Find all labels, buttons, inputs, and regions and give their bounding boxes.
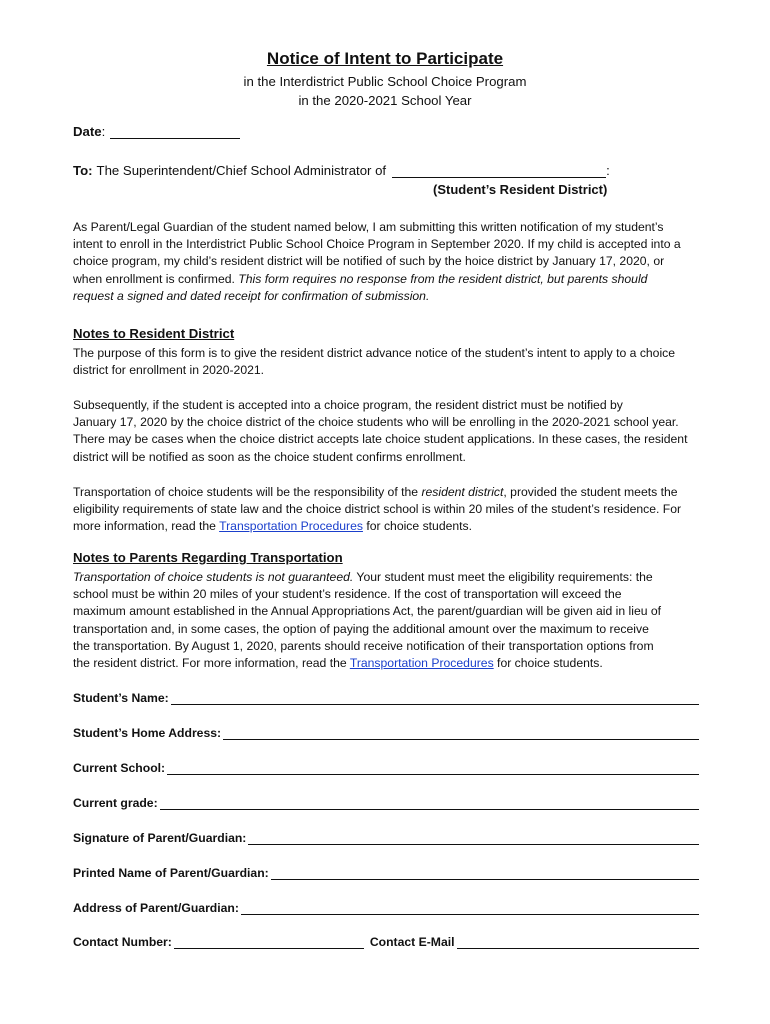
- current-school-row: [73, 757, 699, 775]
- intro-line4-italic: This form requires no response from the resident district, but parents should: [238, 271, 648, 286]
- date-row: [73, 124, 240, 139]
- resident-notes-para3: [73, 484, 703, 536]
- transportation-procedures-link[interactable]: Transportation Procedures: [219, 519, 363, 534]
- para-line: [73, 484, 703, 501]
- signature-input[interactable]: [248, 830, 699, 845]
- para3-line3-b: for choice students.: [362, 519, 473, 534]
- current-school-input[interactable]: [167, 760, 699, 775]
- resident-notes-heading: Notes to Resident District: [73, 326, 235, 341]
- current-school-label: Current School:: [73, 761, 166, 775]
- parent-address-label: Address of Parent/Guardian:: [73, 901, 239, 915]
- home-address-label: Student’s Home Address:: [73, 726, 222, 740]
- date-colon: :: [101, 124, 106, 139]
- signature-row: [73, 827, 699, 845]
- resident-notes-para2: [73, 397, 703, 466]
- intro-line5-italic: request a signed and dated receipt for confirmation of submission.: [73, 288, 430, 303]
- resident-notes-para1: [73, 345, 703, 379]
- para-line: district for enrollment in 2020-2021.: [73, 363, 265, 378]
- printed-name-label: Printed Name of Parent/Guardian:: [73, 866, 269, 880]
- date-label: Date: [73, 124, 102, 139]
- contact-email-label: Contact E-Mail: [369, 935, 455, 949]
- para-line: [73, 569, 703, 586]
- student-name-input[interactable]: [171, 690, 699, 705]
- parent-notes-last-a: the resident district. For more information, read the: [73, 656, 350, 671]
- para-line: There may be cases when the choice district accepts late choice student applications. In these cases, the resident: [73, 432, 688, 447]
- date-input[interactable]: [110, 124, 240, 139]
- intro-line: choice program, my child’s resident district will be notified of such by the hoice district by January 17, 2020, or: [73, 254, 665, 269]
- current-grade-input[interactable]: [160, 795, 699, 810]
- contact-email-input[interactable]: [457, 934, 700, 949]
- intro-line4-plain: when enrollment is confirmed.: [73, 271, 239, 286]
- home-address-row: [73, 722, 699, 740]
- para-line: [73, 518, 703, 535]
- student-name-label: Student’s Name:: [73, 691, 169, 705]
- current-grade-row: [73, 792, 699, 810]
- signature-label: Signature of Parent/Guardian:: [73, 831, 247, 845]
- para-line: district will be notified as soon as the choice student confirms enrollment.: [73, 449, 466, 464]
- to-row: [73, 163, 610, 178]
- parent-notes-heading: Notes to Parents Regarding Transportation: [73, 550, 343, 565]
- para3-line3-a: more information, read the: [73, 519, 220, 534]
- para3-italic: resident district: [421, 485, 504, 499]
- to-text: The Superintendent/Chief School Administrator of: [96, 163, 387, 178]
- para-line: school must be within 20 miles of your student’s residence. If the cost of transportation will exceed the: [73, 587, 622, 602]
- intro-line: [73, 271, 703, 288]
- intro-line: As Parent/Legal Guardian of the student named below, I am submitting this written notification of my student’s: [73, 220, 664, 234]
- parent-notes-italic: Transportation of choice students is not guaranteed.: [73, 570, 354, 584]
- resident-district-input[interactable]: [392, 163, 606, 178]
- transportation-procedures-link[interactable]: Transportation Procedures: [349, 656, 494, 671]
- para3-text-b: , provided the student meets the: [503, 485, 678, 499]
- para-line: The purpose of this form is to give the resident district advance notice of the student’s intent to apply to a choice: [73, 346, 676, 360]
- para-line: the transportation. By August 1, 2020, parents should receive notification of their transportation options from: [73, 638, 654, 653]
- parent-address-row: [73, 897, 699, 915]
- intro-line: intent to enroll in the Interdistrict Public School Choice Program in September 2020. If my child is accepted into a: [73, 237, 681, 252]
- contact-row: [73, 931, 699, 949]
- to-colon: :: [606, 163, 610, 178]
- parent-notes-last-b: for choice students.: [493, 656, 603, 671]
- para-line: Subsequently, if the student is accepted into a choice program, the resident district must be notified by: [73, 398, 623, 412]
- para3-text-a: Transportation of choice students will be the responsibility of the: [73, 485, 422, 499]
- parent-address-input[interactable]: [241, 900, 699, 915]
- contact-number-label: Contact Number:: [73, 935, 172, 949]
- intro-line: [73, 288, 703, 305]
- parent-notes-line1: Your student must meet the eligibility requirements: the: [353, 570, 653, 584]
- para-line: January 17, 2020 by the choice district of the choice students who will be enrolling in the 2020-2021 school year.: [73, 415, 679, 430]
- intro-paragraph: [73, 219, 703, 305]
- printed-name-row: [73, 862, 699, 880]
- page-title: Notice of Intent to Participate: [266, 49, 504, 68]
- current-grade-label: Current grade:: [73, 796, 158, 810]
- subtitle-program: in the Interdistrict Public School Choice Program: [243, 74, 527, 89]
- para-line: eligibility requirements of state law and the choice district school is within 20 miles of the student’s residence. For: [73, 502, 682, 517]
- para-line: transportation and, in some cases, the option of paying the additional amount over the maximum to receive: [73, 621, 649, 636]
- student-name-row: [73, 687, 699, 705]
- subtitle-year: in the 2020-2021 School Year: [298, 93, 472, 108]
- parent-notes-paragraph: [73, 569, 703, 672]
- para-line: maximum amount established in the Annual Appropriations Act, the parent/guardian will be given aid in lieu of: [73, 604, 662, 619]
- para-line: [73, 655, 703, 672]
- resident-district-caption: (Student’s Resident District): [433, 182, 608, 197]
- contact-number-input[interactable]: [174, 934, 364, 949]
- home-address-input[interactable]: [223, 725, 699, 740]
- to-label: To:: [73, 163, 93, 178]
- printed-name-input[interactable]: [271, 865, 699, 880]
